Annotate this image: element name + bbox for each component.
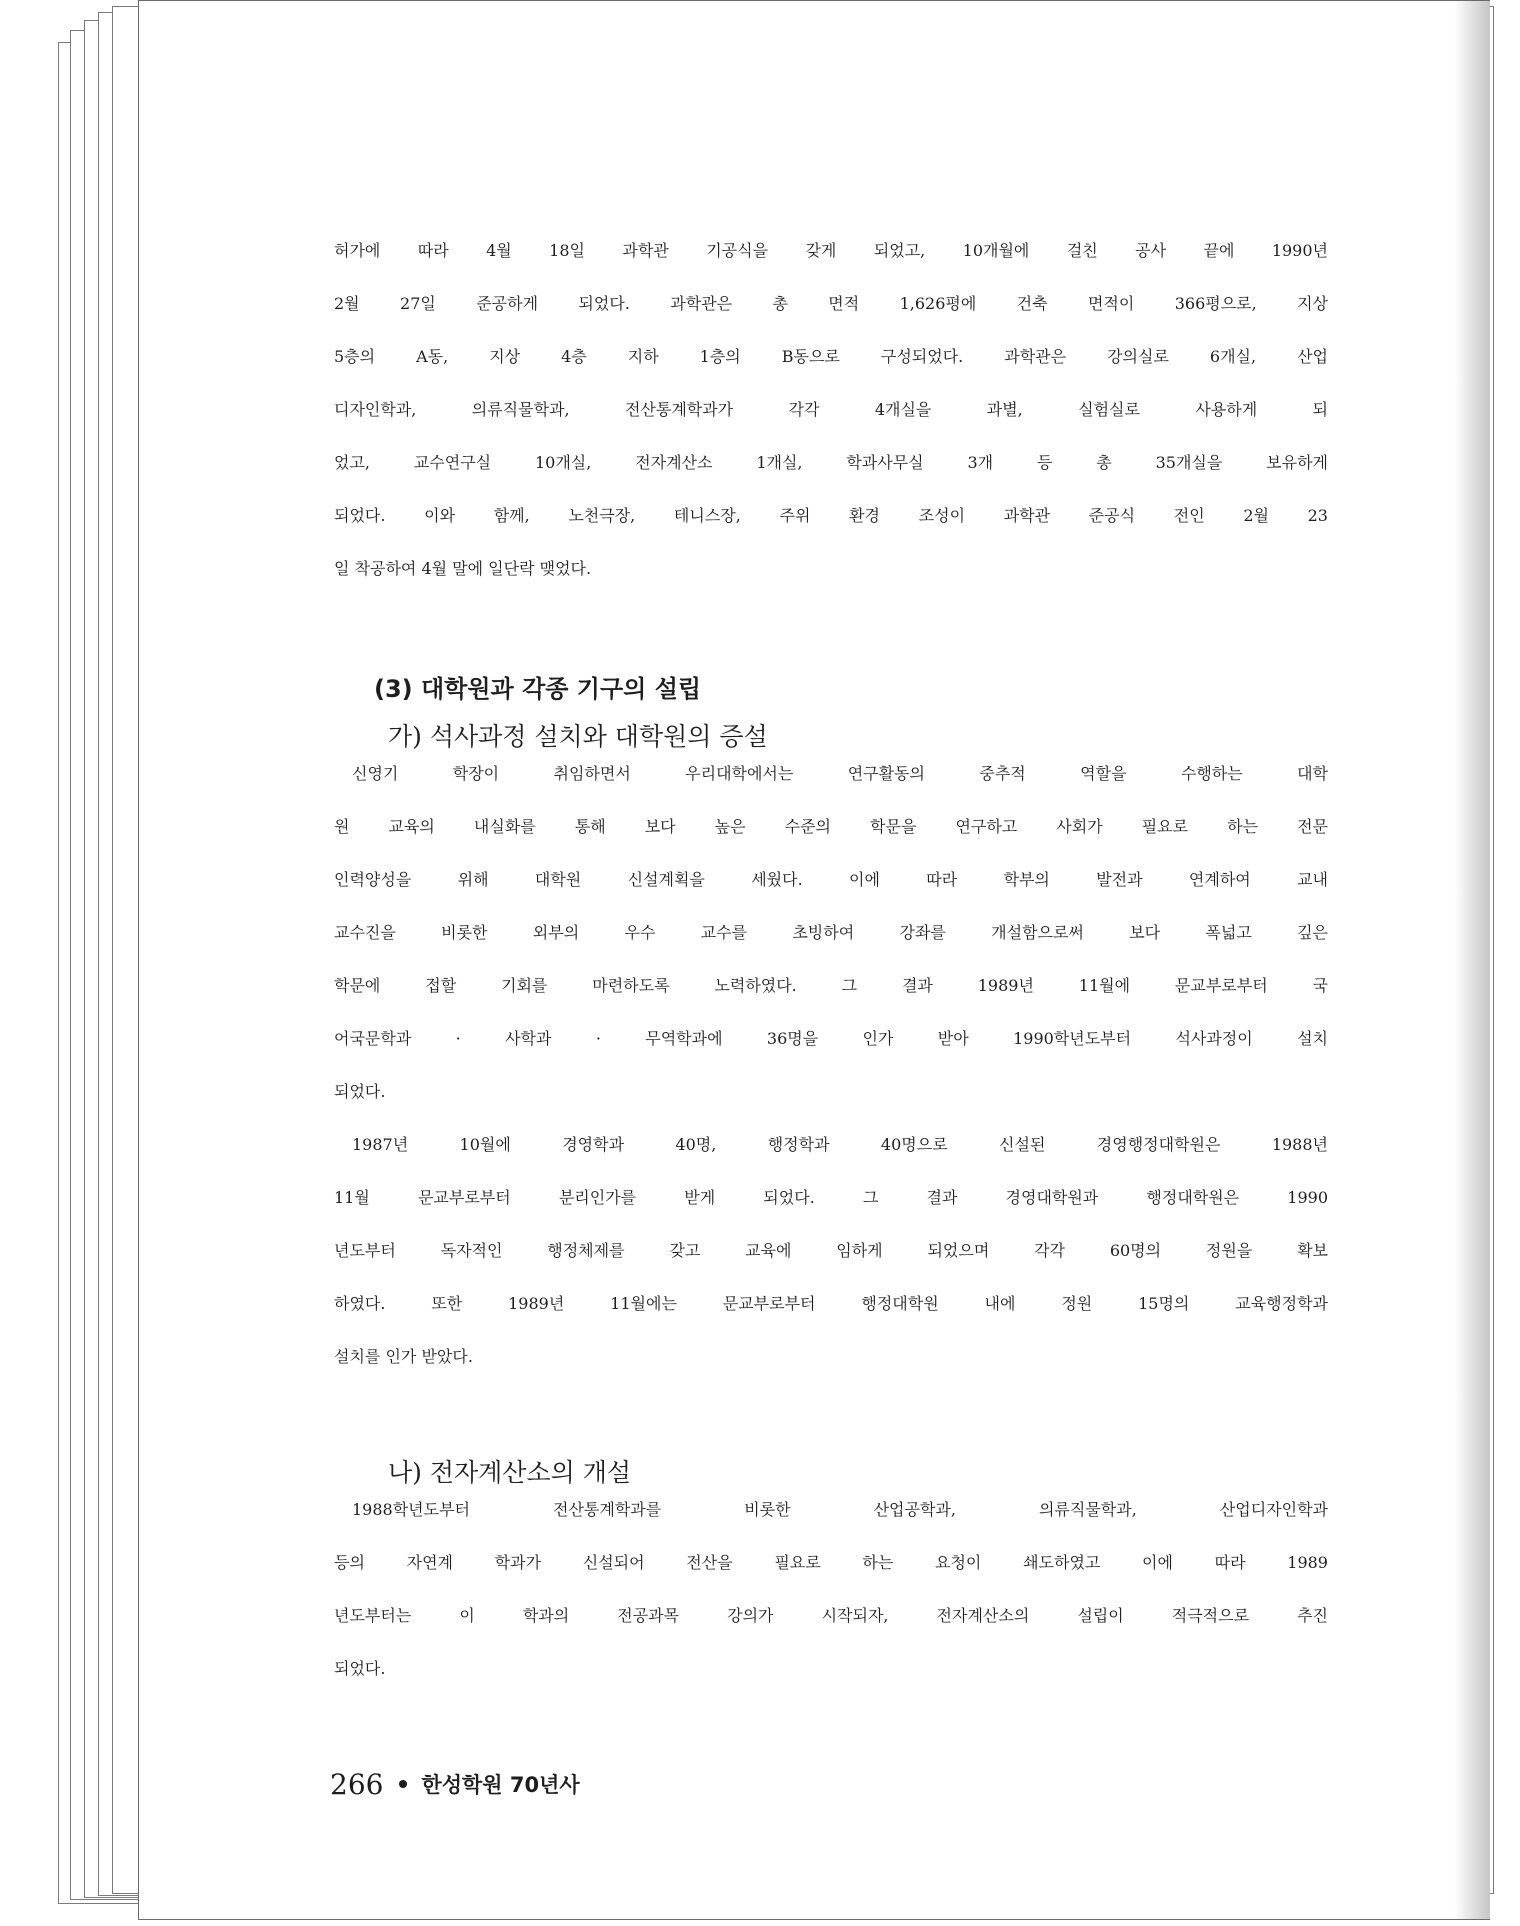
text-line: 하였다. 또한 1989년 11월에는 문교부로부터 행정대학원 내에 정원 15명의 교육행정학과 [334,1294,1328,1313]
text-line: 1988학년도부터 전산통계학과를 비롯한 산업공학과, 의류직물학과, 산업디자인학과 [352,1500,1328,1519]
page-number: 266 [330,1768,384,1801]
book-title: 한성학원 70년사 [421,1773,580,1797]
text-line: 교수진을 비롯한 외부의 우수 교수를 초빙하여 강좌를 개설함으로써 보다 폭넓고 깊은 [334,923,1328,942]
bullet-separator-icon [399,1780,407,1788]
text-line: 허가에 따라 4월 18일 과학관 기공식을 갖게 되었고, 10개월에 걸친 공사 끝에 1990년 [334,241,1328,260]
text-line: 5층의 A동, 지상 4층 지하 1층의 B동으로 구성되었다. 과학관은 강의실로 6개실, 산업 [334,347,1328,366]
text-line: 어국문학과 · 사학과 · 무역학과에 36명을 인가 받아 1990학년도부터 석사과정이 설치 [334,1029,1328,1048]
text-line: 되었다. [334,1082,386,1101]
section-heading: (3) 대학원과 각종 기구의 설립 [374,675,702,703]
text-line: 11월 문교부로부터 분리인가를 받게 되었다. 그 결과 경영대학원과 행정대학원은 1990 [334,1188,1328,1207]
text-line: 1987년 10월에 경영학과 40명, 행정학과 40명으로 신설된 경영행정대학원은 1988년 [352,1135,1328,1154]
text-line: 었고, 교수연구실 10개실, 전자계산소 1개실, 학과사무실 3개 등 총 35개실을 보유하게 [334,453,1328,472]
text-line: 디자인학과, 의류직물학과, 전산통계학과가 각각 4개실을 과별, 실험실로 사용하게 되 [334,400,1328,419]
subsection-heading: 가) 석사과정 설치와 대학원의 증설 [388,722,768,751]
text-line: 년도부터 독자적인 행정체제를 갖고 교육에 임하게 되었으며 각각 60명의 정원을 확보 [334,1241,1328,1260]
business-school-paragraph [334,1132,1328,1397]
text-line: 년도부터는 이 학과의 전공과목 강의가 시작되자, 전자계산소의 설립이 적극적으로 추진 [334,1606,1328,1625]
text-line: 인력양성을 위해 대학원 신설계획을 세웠다. 이에 따라 학부의 발전과 연계하여 교내 [334,870,1328,889]
text-line: 되었다. 이와 함께, 노천극장, 테니스장, 주위 환경 조성이 과학관 준공식 전인 2월 23 [334,506,1328,525]
text-line: 되었다. [334,1659,386,1678]
computer-center-paragraph [334,1497,1328,1709]
text-line: 일 착공하여 4월 말에 일단락 맺었다. [334,559,592,578]
page-body [334,238,1328,1709]
text-line: 원 교육의 내실화를 통해 보다 높은 수준의 학문을 연구하고 사회가 필요로 하는 전문 [334,817,1328,836]
text-line: 설치를 인가 받았다. [334,1347,473,1366]
text-line: 등의 자연계 학과가 신설되어 전산을 필요로 하는 요청이 쇄도하였고 이에 따라 1989 [334,1553,1328,1572]
text-line: 학문에 접할 기회를 마련하도록 노력하였다. 그 결과 1989년 11월에 문교부로부터 국 [334,976,1328,995]
page-footer [330,1768,580,1801]
graduate-school-paragraph [334,761,1328,1132]
subsection-heading: 나) 전자계산소의 개설 [388,1458,631,1487]
text-line: 2월 27일 준공하게 되었다. 과학관은 총 면적 1,626평에 건축 면적이 366평으로, 지상 [334,294,1328,313]
text-line: 신영기 학장이 취임하면서 우리대학에서는 연구활동의 중추적 역할을 수행하는 대학 [352,764,1328,783]
intro-paragraph [334,238,1328,609]
